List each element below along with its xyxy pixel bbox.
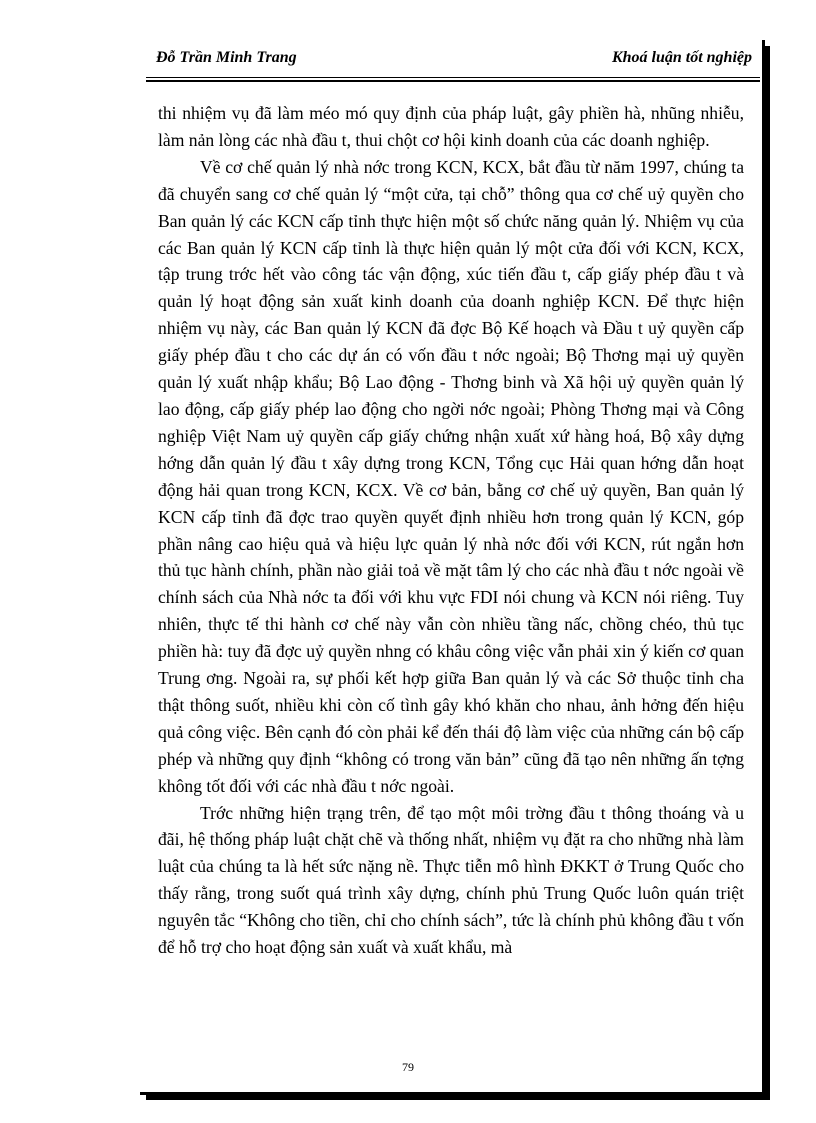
page-border-shadow-right xyxy=(765,46,770,1100)
page-number: 79 xyxy=(402,1060,414,1074)
header-rule xyxy=(146,77,760,78)
header-title: Khoá luận tốt nghiệp xyxy=(611,49,752,66)
header-rule-thick xyxy=(146,80,760,82)
running-header xyxy=(146,49,760,79)
page-border-shadow-bottom xyxy=(146,1095,770,1100)
paragraph: Về cơ chế quản lý nhà nớc trong KCN, KCX, bắt đầu từ năm 1997, chúng ta đã chuyển sang cơ chế quản lý “một cửa, tại chỗ” thông qua cơ chế uỷ quyền cho Ban quản lý các KCN cấp tỉnh thực hiện một số chức năng quản lý. Nhiệm vụ của các Ban quản lý KCN cấp tỉnh là thực hiện quản lý một cửa đối với KCN, KCX, tập trung trớc hết vào công tác vận động, xúc tiến đầu t, cấp giấy phép đầu t và quản lý hoạt động sản xuất kinh doanh của doanh nghiệp KCN. Để thực hiện nhiệm vụ này, các Ban quản lý KCN đã đợc Bộ Kế hoạch và Đầu t uỷ quyền cấp giấy phép đầu t cho các dự án có vốn đầu t nớc ngoài; Bộ Thơng mại uỷ quyền quản lý xuất nhập khẩu; Bộ Lao động - Thơng binh và Xã hội uỷ quyền quản lý lao động, cấp giấy phép lao động cho ngời nớc ngoài; Phòng Thơng mại và Công nghiệp Việt Nam uỷ quyền cấp giấy chứng nhận xuất xứ hàng hoá, Bộ xây dựng hớng dẫn quản lý đầu t xây dựng trong KCN, Tổng cục Hải quan hớng dẫn hoạt động hải quan trong KCN, KCX. Về cơ bản, bằng cơ chế uỷ quyền, Ban quản lý KCN cấp tỉnh đã đợc trao quyền quyết định nhiều hơn trong quản lý KCN, góp phần nâng cao hiệu quả và hiệu lực quản lý nhà nớc đối với KCN, rút ngắn hơn thủ tục hành chính, phần nào giải toả về mặt tâm lý cho các nhà đầu t nớc ngoài về chính sách của Nhà nớc ta đối với khu vực FDI nói chung và KCN nói riêng. Tuy nhiên, thực tế thi hành cơ chế này vẫn còn nhiều tầng nấc, chồng chéo, thủ tục phiền hà: tuy đã đợc uỷ quyền nhng có khâu công việc vẫn phải xin ý kiến cơ quan Trung ơng. Ngoài ra, sự phối kết hợp giữa Ban quản lý và các Sở thuộc tỉnh cha thật thông suốt, nhiều khi còn cố tình gây khó khăn cho nhau, ảnh hởng đến hiệu quả công việc. Bên cạnh đó còn phải kể đến thái độ làm việc của những cán bộ cấp phép và những quy định “không có trong văn bản” cũng đã tạo nên những ấn tợng không tốt đối với các nhà đầu t nớc ngoài. xyxy=(158,156,744,796)
body-text xyxy=(158,100,744,961)
paragraph: thi nhiệm vụ đã làm méo mó quy định của pháp luật, gây phiền hà, nhũng nhiễu, làm nản lòng các nhà đầu t, thui chột cơ hội kinh doanh của các doanh nghiệp. xyxy=(158,103,744,150)
header-author: Đỗ Trần Minh Trang xyxy=(156,49,297,66)
paragraph: Trớc những hiện trạng trên, để tạo một môi trờng đầu t thông thoáng và u đãi, hệ thống pháp luật chặt chẽ và thống nhất, nhiệm vụ đặt ra cho những nhà làm luật của chúng ta là hết sức nặng nề. Thực tiễn mô hình ĐKKT ở Trung Quốc cho thấy rằng, trong suốt quá trình xây dựng, chính phủ Trung Quốc luôn quán triệt nguyên tắc “Không cho tiền, chỉ cho chính sách”, tức là chính phủ không đầu t vốn để hỗ trợ cho hoạt động sản xuất và xuất khẩu, mà xyxy=(158,802,744,958)
